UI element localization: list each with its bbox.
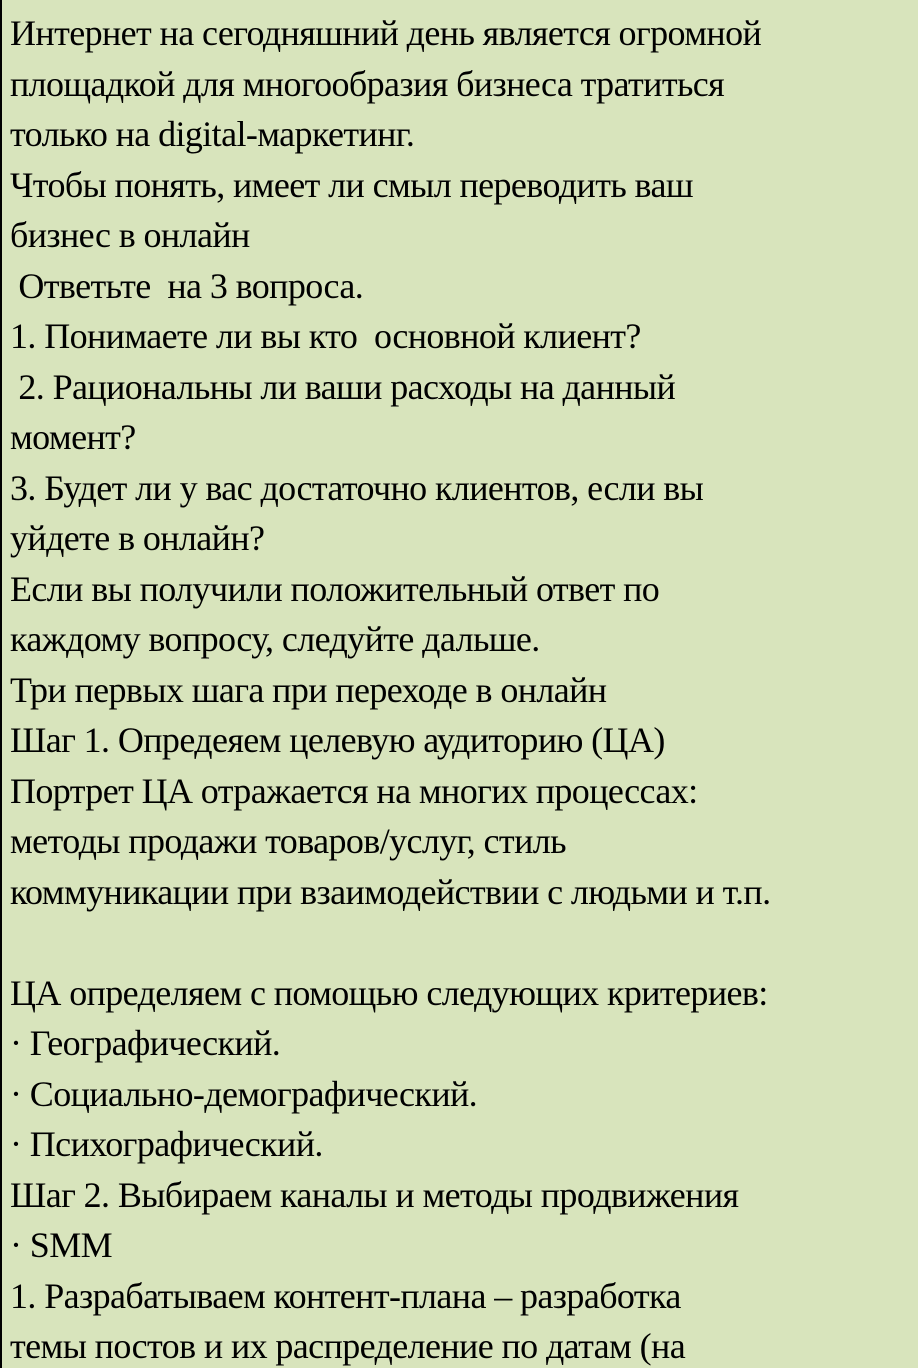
- list-item: 2. Рациональны ли ваши расходы на данный: [10, 366, 676, 407]
- list-item: 1. Понимаете ли вы кто основной клиент?: [10, 316, 641, 356]
- blank-line: [10, 917, 915, 968]
- bullet-item: · Социально-демографический.: [10, 1073, 478, 1114]
- text-line: Три первых шага при переходе в онлайн: [10, 669, 607, 710]
- text-line: бизнес в онлайн: [10, 215, 250, 255]
- step-heading: Шаг 1. Опредеяем целевую аудиторию (ЦА): [10, 720, 665, 760]
- text-line: каждому вопросу, следуйте дальше.: [10, 619, 540, 659]
- text-line: площадкой для многообразия бизнеса тратиться: [10, 63, 725, 104]
- text-line: Портрет ЦА отражается на многих процессах:: [10, 770, 698, 811]
- text-line: Ответьте на 3 вопроса.: [10, 265, 364, 306]
- text-line: методы продажи товаров/услуг, стиль: [10, 821, 566, 861]
- text-line: момент?: [10, 417, 136, 457]
- text-line: уйдете в онлайн?: [10, 518, 265, 558]
- text-line: темы постов и их распределение по датам (на: [10, 1326, 686, 1366]
- text-line: ЦА определяем с помощью следующих критериев:: [10, 972, 768, 1013]
- text-line: коммуникации при взаимодействии с людьми и т.п.: [10, 871, 771, 912]
- bullet-item: · Психографический.: [10, 1124, 323, 1164]
- text-line: Чтобы понять, имеет ли смыл переводить ваш: [10, 164, 693, 205]
- step-heading: Шаг 2. Выбираем каналы и методы продвижения: [10, 1174, 739, 1215]
- list-item: 3. Будет ли у вас достаточно клиентов, если вы: [10, 467, 704, 508]
- text-line: Интернет на сегодняшний день является огромной: [10, 13, 762, 53]
- document-text: [10, 8, 915, 1368]
- list-item: 1. Разрабатываем контент-плана – разработка: [10, 1275, 681, 1316]
- text-line: только на digital-маркетинг.: [10, 114, 415, 154]
- bullet-item: · Географический.: [10, 1023, 281, 1063]
- bullet-item: · SMM: [10, 1225, 113, 1265]
- text-line: Если вы получили положительный ответ по: [10, 568, 660, 609]
